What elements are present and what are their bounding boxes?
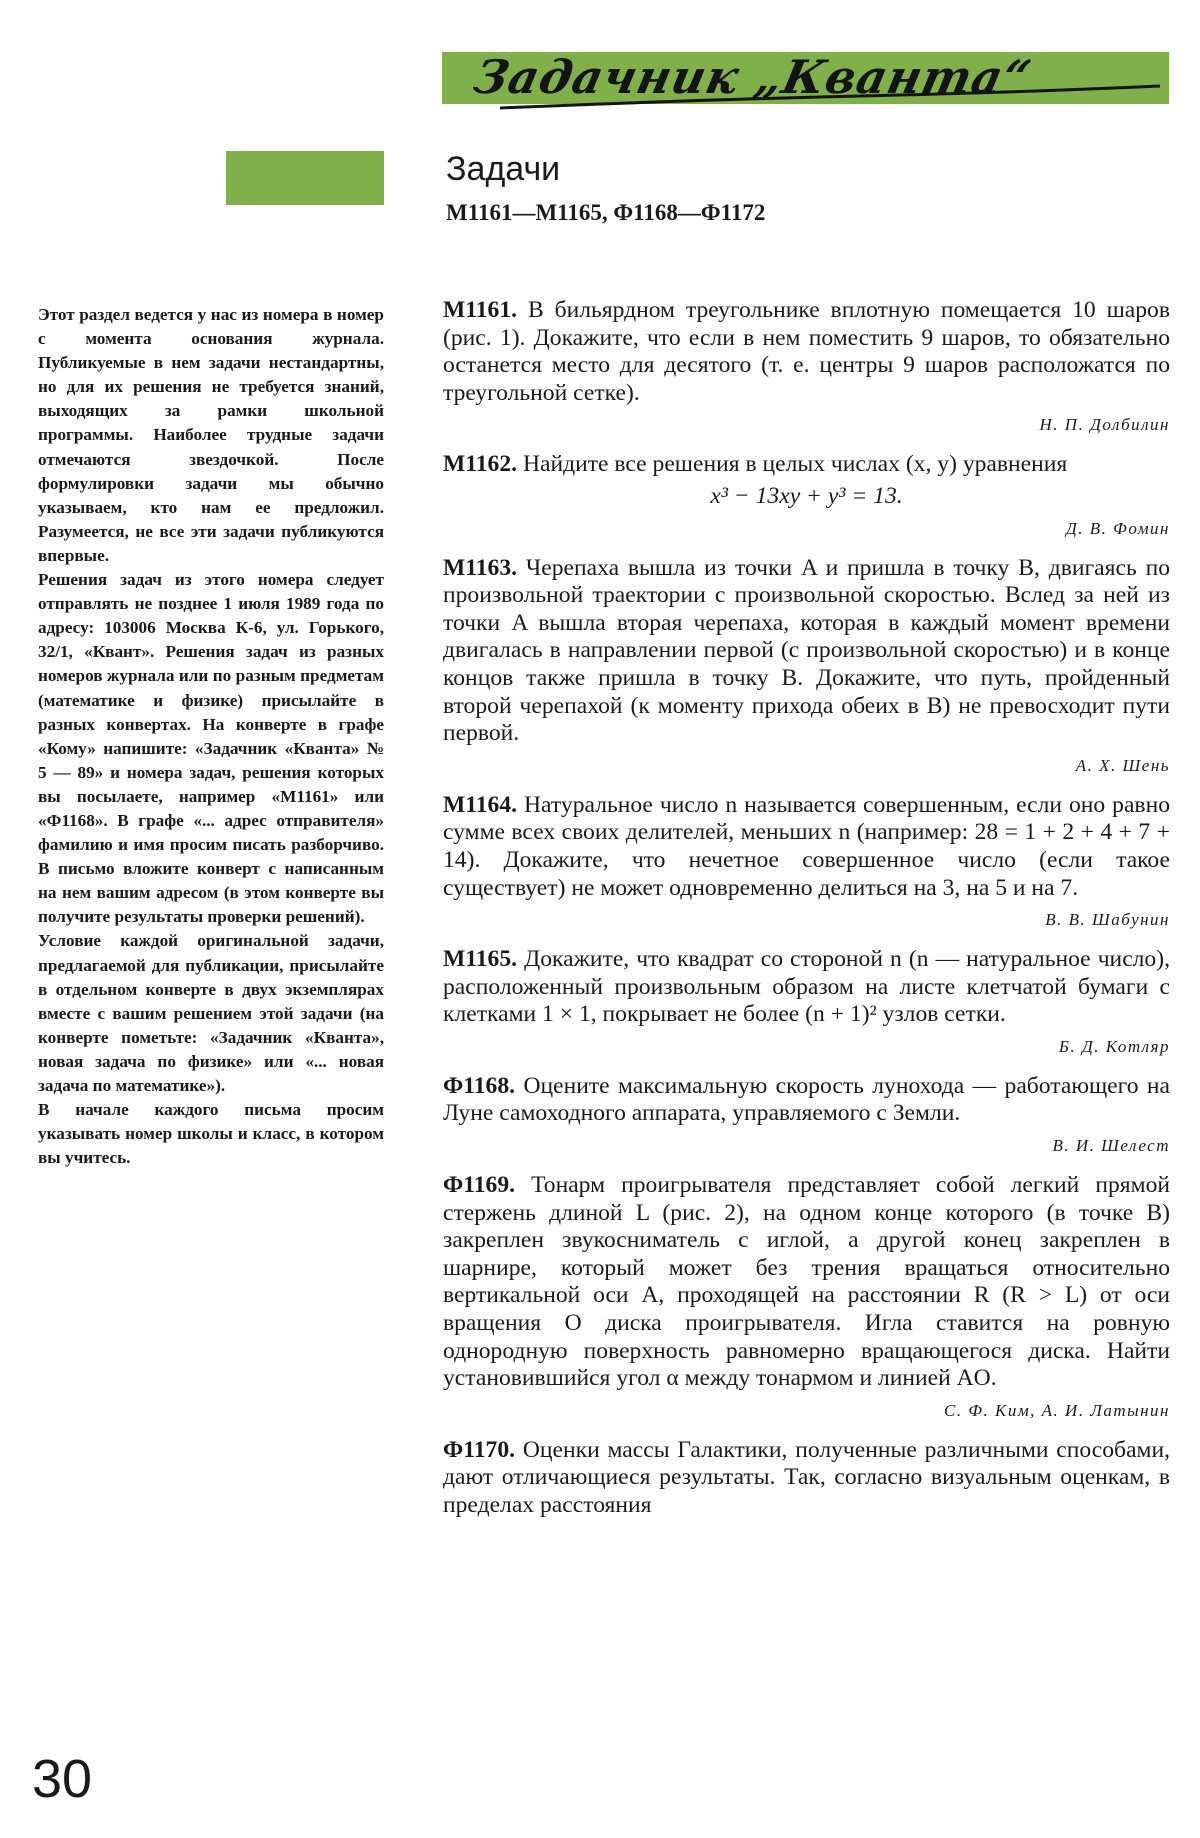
problem-item xyxy=(443,1172,1170,1423)
page-subtitle: М1161—М1165, Ф1168—Ф1172 xyxy=(446,200,766,225)
problem-text: Оценки массы Галактики, полученные различными способами, дают отличающиеся результаты. Так, согласно визуальным оценкам, в пределах расстояния xyxy=(443,1436,1170,1518)
problem-text: Черепаха вышла из точки A и пришла в точку B, двигаясь по произвольной траектории с произвольной скоростью. Вслед за ней из точки A вышла вторая черепаха, которая в каждый момент времени двигалась в направлении первой (с произвольной скоростью) и в конце концов также пришла в точку B. Докажите, что путь, пройденный второй черепахой (к моменту прихода обеих в B) не превосходит пути первой. xyxy=(443,554,1170,747)
problem-item xyxy=(443,297,1170,437)
problem-number: М1163. xyxy=(443,554,518,581)
problem-item xyxy=(443,1437,1170,1520)
problem-author: В. И. Шелест xyxy=(1052,1136,1170,1156)
sidebar-paragraph: Условие каждой оригинальной задачи, предлагаемой для публикации, присылайте в отдельном конверте в двух экземплярах вместе с вашим решением этой задачи (на конверте пометьте: «Задачник «Кванта», новая задача по физике» или «... новая задача по математике»). xyxy=(38,931,384,1095)
problem-text: В бильярдном треугольнике вплотную помещается 10 шаров (рис. 1). Докажите, что если в нем поместить 9 шаров, то обязательно останется место для десятого (т. е. центры 9 шаров расположатся по треугольной сетке). xyxy=(443,297,1170,406)
problem-text: Оцените максимальную скорость лунохода — работающего на Луне самоходного аппарата, управляемого с Земли. xyxy=(443,1072,1170,1127)
problem-item xyxy=(443,946,1170,1059)
problem-item xyxy=(443,792,1170,932)
problem-item xyxy=(443,1073,1170,1158)
problem-author: Н. П. Долбилин xyxy=(1039,415,1170,435)
problem-text: Тонарм проигрывателя представляет собой легкий прямой стержень длиной L (рис. 2), на одном конце которого (в точке B) закреплен звукосниматель с иглой, а другой конец закреплен в шарнире, который может без трения вращаться относительно вертикальной оси A, проходящей на расстоянии R (R > L) от оси вращения O диска проигрывателя. Игла ставится на ровную однородную поверхность равномерно вращающегося диска. Найти установившийся угол α между тонармом и линией AO. xyxy=(443,1172,1170,1392)
problem-item xyxy=(443,451,1170,540)
problem-author: В. В. Шабунин xyxy=(1045,910,1170,930)
problems-column xyxy=(443,297,1170,1520)
problem-number: М1162. xyxy=(443,451,518,478)
problem-author: Д. В. Фомин xyxy=(1065,518,1170,538)
problem-text: Докажите, что квадрат со стороной n (n — натуральное число), расположенный произвольным образом на листе клетчатой бумаги с клетками 1 × 1, покрывает не более (n + 1)² узлов сетки. xyxy=(443,946,1170,1028)
problem-text: Найдите все решения в целых числах (x, y) уравнения xyxy=(517,451,1068,478)
problem-author: А. Х. Шень xyxy=(1075,755,1170,775)
problem-number: М1165. xyxy=(443,946,518,973)
sidebar-paragraph: В начале каждого письма просим указывать номер школы и класс, в котором вы учитесь. xyxy=(38,1100,384,1168)
problem-item xyxy=(443,555,1170,778)
problem-number: Ф1168. xyxy=(443,1072,516,1099)
side-accent-block xyxy=(226,151,384,205)
page-number: 30 xyxy=(32,1749,93,1809)
banner-title: Задачник „Кванта“ xyxy=(469,50,1037,104)
sidebar-paragraph: Этот раздел ведется у нас из номера в номер с момента основания журнала. Публикуемые в нем задачи нестандартны, но для их решения не требуется знаний, выходящих за рамки школьной программы. Наиболее трудные задачи отмечаются звездочкой. После формулировки задачи мы обычно указываем, кто нам ее предложил. Разумеется, не все эти задачи публикуются впервые. xyxy=(38,305,384,565)
problem-number: М1164. xyxy=(443,791,518,818)
sidebar-info xyxy=(38,303,384,1170)
sidebar-paragraph: Решения задач из этого номера следует отправлять не позднее 1 июля 1989 года по адресу: 103006 Москва К-6, ул. Горького, 32/1, «Квант». Решения задач из разных номеров журнала или по разным предметам (математике и физике) присылайте в разных конвертах. На конверте в графе «Кому» напишите: «Задачник «Кванта» № 5 — 89» и номера задач, решения которых вы посылаете, например «М1161» или «Ф1168». В графе «... адрес отправителя» фамилию и имя просим писать разборчиво. В письмо вложите конверт с написанным на нем вашим адресом (в этом конверте вы получите результаты проверки решений). xyxy=(38,570,384,927)
page-title: Задачи xyxy=(446,150,561,188)
problem-text: Натуральное число n называется совершенным, если оно равно сумме всех своих делителей, меньших n (например: 28 = 1 + 2 + 4 + 7 + 14). Докажите, что нечетное совершенное число (если такое существует) не может одновременно делиться на 3, на 5 и на 7. xyxy=(443,791,1170,901)
problem-number: Ф1169. xyxy=(443,1172,516,1199)
problem-number: М1161. xyxy=(443,297,518,323)
problem-formula: x³ − 13xy + y³ = 13. xyxy=(710,482,903,509)
problem-number: Ф1170. xyxy=(443,1436,516,1463)
problem-author: С. Ф. Ким, А. И. Латынин xyxy=(944,1400,1170,1420)
problem-author: Б. Д. Котляр xyxy=(1058,1036,1170,1056)
